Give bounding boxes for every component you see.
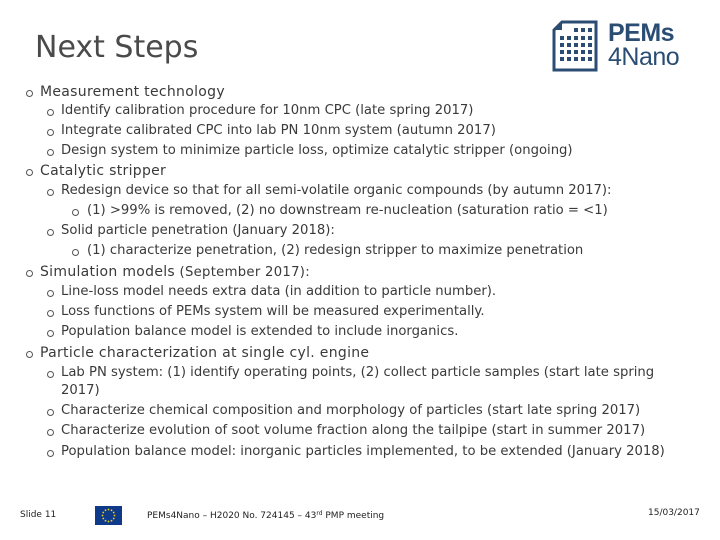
list-item: Lab PN system: (1) identify operating points, (2) collect particle samples (start late spring — [61, 365, 655, 380]
list-item: Redesign device so that for all semi-volatile organic compounds (by autumn 2017): — [61, 183, 612, 198]
bullet-heading-suffix: (September 2017): — [175, 265, 310, 280]
project-footer-sup: rd — [316, 510, 323, 517]
bullet-marker — [26, 90, 33, 97]
bullet-marker — [26, 270, 33, 277]
list-item: Integrate calibrated CPC into lab PN 10nm system (autumn 2017) — [61, 123, 496, 138]
bullet-heading: Measurement technology — [40, 84, 225, 100]
bullet-marker — [47, 450, 54, 457]
bullet-heading — [40, 262, 310, 282]
list-item-continuation: 2017) — [61, 383, 100, 398]
list-item: Loss functions of PEMs system will be measured experimentally. — [61, 304, 485, 319]
bullet-heading: Catalytic stripper — [40, 163, 167, 179]
footer-date: 15/03/2017 — [648, 508, 700, 518]
project-footer-main: PEMs4Nano – H2020 No. 724145 – 43 — [147, 511, 317, 521]
bullet-marker — [72, 249, 79, 256]
list-item: Line-loss model needs extra data (in addition to particle number). — [61, 284, 497, 299]
bullet-marker — [47, 149, 54, 156]
list-item: Characterize chemical composition and morphology of particles (start late spring 2017) — [61, 403, 641, 418]
logo-word-4nano: 4Nano — [608, 43, 680, 71]
pems4nano-logo — [552, 20, 702, 72]
bullet-marker — [47, 290, 54, 297]
project-footer — [147, 510, 384, 521]
bullet-marker — [47, 409, 54, 416]
bullet-marker — [26, 169, 33, 176]
logo-word-pems: PEMs — [608, 19, 675, 47]
bullet-marker — [47, 109, 54, 116]
bullet-marker — [47, 129, 54, 136]
list-item: (1) >99% is removed, (2) no downstream re-nucleation (saturation ratio = <1) — [87, 203, 608, 218]
pems4nano-logo-mark-icon — [552, 20, 598, 72]
bullet-marker — [47, 310, 54, 317]
list-item: Characterize evolution of soot volume fraction along the tailpipe (start in summer 2017) — [61, 423, 646, 438]
list-item: Solid particle penetration (January 2018): — [61, 223, 335, 238]
page-title: Next Steps — [35, 30, 199, 65]
list-item: Population balance model: inorganic particles implemented, to be extended (January 2018) — [61, 444, 665, 459]
list-item: Identify calibration procedure for 10nm CPC (late spring 2017) — [61, 103, 474, 118]
list-item: Population balance model is extended to include inorganics. — [61, 324, 459, 339]
bullet-heading-bold: Simulation models — [40, 264, 176, 280]
bullet-marker — [26, 351, 33, 358]
bullet-marker — [72, 209, 79, 216]
bullet-heading: Particle characterization at single cyl. engine — [40, 345, 370, 361]
project-footer-tail: PMP meeting — [322, 511, 385, 521]
slide-number: Slide 11 — [20, 510, 57, 520]
eu-flag-icon — [95, 506, 122, 525]
bullet-marker — [47, 371, 54, 378]
bullet-marker — [47, 229, 54, 236]
bullet-marker — [47, 429, 54, 436]
list-item: Design system to minimize particle loss, optimize catalytic stripper (ongoing) — [61, 143, 573, 158]
bullet-marker — [47, 189, 54, 196]
bullet-marker — [47, 330, 54, 337]
list-item: (1) characterize penetration, (2) redesign stripper to maximize penetration — [87, 243, 584, 258]
